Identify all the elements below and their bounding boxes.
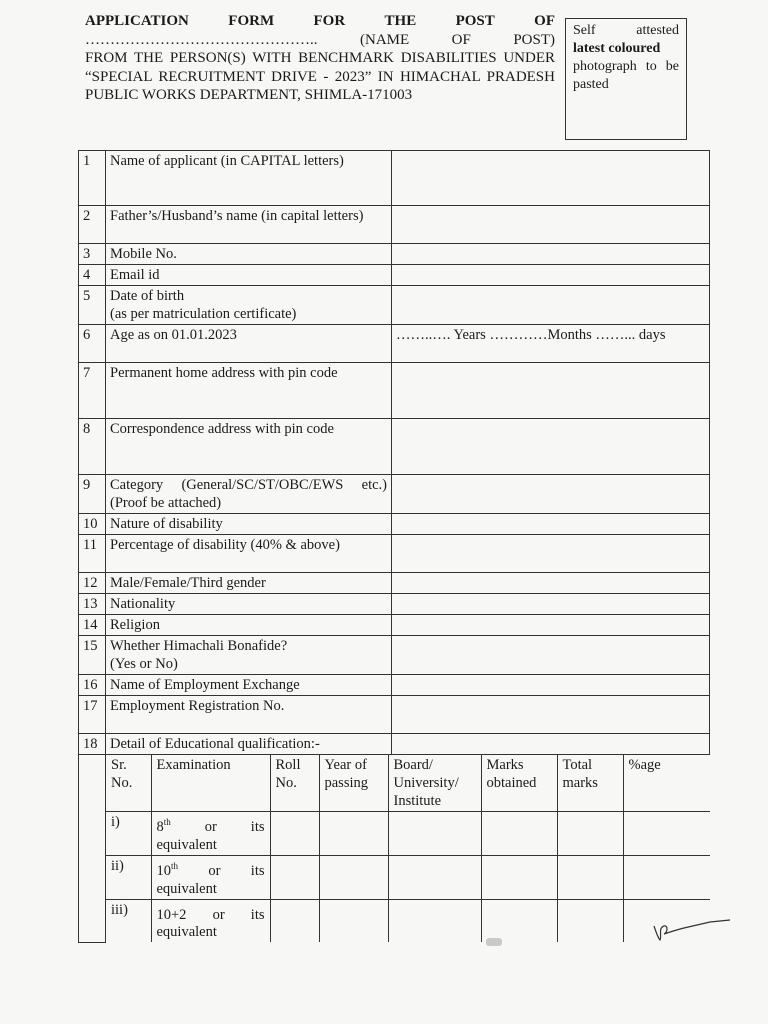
row-label: Detail of Educational qualification:- bbox=[106, 734, 392, 755]
form-subtitle: FROM THE PERSON(S) WITH BENCHMARK DISABILITIES UNDER “SPECIAL RECRUITMENT DRIVE - 2023” IN HIMACHAL PRADESH PUBLIC WORKS DEPARTMENT, SHIMLA-171003 bbox=[85, 50, 555, 103]
gender-field[interactable] bbox=[392, 573, 710, 594]
row-number: 3 bbox=[79, 244, 106, 265]
marks-obtained-field[interactable] bbox=[481, 899, 557, 942]
email-field[interactable] bbox=[392, 265, 710, 286]
nationality-field[interactable] bbox=[392, 594, 710, 615]
row-number: 11 bbox=[79, 535, 106, 573]
age-field[interactable]: ……..…. Years …………Months ……... days bbox=[392, 325, 710, 363]
exam-label: or its equivalent bbox=[156, 862, 265, 897]
row-number: 7 bbox=[79, 363, 106, 419]
year-field[interactable] bbox=[319, 855, 388, 899]
form-row bbox=[79, 615, 710, 636]
category-field[interactable] bbox=[392, 475, 710, 514]
roll-no-field[interactable] bbox=[270, 812, 319, 856]
row-label-note: (as per matriculation certificate) bbox=[110, 306, 297, 322]
education-header-row bbox=[106, 755, 710, 812]
education-row bbox=[79, 755, 710, 943]
row-number: 12 bbox=[79, 573, 106, 594]
form-row bbox=[79, 286, 710, 325]
title-word: POST bbox=[455, 13, 495, 29]
percentage-field[interactable] bbox=[623, 812, 710, 856]
row-label: Name of applicant (in CAPITAL letters) bbox=[106, 151, 392, 206]
examination-cell bbox=[151, 812, 270, 856]
year-field[interactable] bbox=[319, 812, 388, 856]
row-number: 2 bbox=[79, 206, 106, 244]
form-title bbox=[85, 12, 555, 31]
sr-cell: iii) bbox=[106, 899, 151, 942]
row-number: 4 bbox=[79, 265, 106, 286]
form-row bbox=[79, 636, 710, 675]
table-row bbox=[106, 855, 710, 899]
total-marks-field[interactable] bbox=[557, 899, 623, 942]
exam-number: 8 bbox=[156, 818, 164, 835]
form-row bbox=[79, 206, 710, 244]
row-label: Whether Himachali Bonafide? bbox=[110, 638, 288, 654]
column-header: Year of passing bbox=[319, 755, 388, 812]
row-number: 14 bbox=[79, 615, 106, 636]
form-row bbox=[79, 244, 710, 265]
scan-smudge bbox=[486, 938, 502, 946]
exam-label: or its equivalent bbox=[156, 906, 265, 941]
row-number: 8 bbox=[79, 419, 106, 475]
exam-label: or its equivalent bbox=[156, 818, 265, 853]
blank-cell bbox=[79, 755, 106, 943]
himachali-bonafide-field[interactable] bbox=[392, 636, 710, 675]
photo-box-line: Self attested bbox=[573, 23, 679, 38]
title-word: THE bbox=[384, 13, 417, 29]
form-row bbox=[79, 419, 710, 475]
blank-cell bbox=[392, 734, 710, 755]
disability-percentage-field[interactable] bbox=[392, 535, 710, 573]
board-field[interactable] bbox=[388, 812, 481, 856]
title-word: APPLICATION bbox=[85, 13, 189, 29]
marks-obtained-field[interactable] bbox=[481, 812, 557, 856]
marks-obtained-field[interactable] bbox=[481, 855, 557, 899]
examination-cell bbox=[151, 899, 270, 942]
form-row bbox=[79, 475, 710, 514]
title-word: OF bbox=[534, 13, 555, 29]
sr-cell: ii) bbox=[106, 855, 151, 899]
row-label: Nationality bbox=[106, 594, 392, 615]
board-field[interactable] bbox=[388, 855, 481, 899]
exam-number: 10+2 bbox=[156, 906, 187, 923]
row-label: Percentage of disability (40% & above) bbox=[106, 535, 392, 573]
percentage-field[interactable] bbox=[623, 855, 710, 899]
column-header: Marks obtained bbox=[481, 755, 557, 812]
form-header bbox=[85, 12, 555, 105]
row-number: 6 bbox=[79, 325, 106, 363]
correspondence-address-field[interactable] bbox=[392, 419, 710, 475]
row-number: 9 bbox=[79, 475, 106, 514]
exam-number: 10 bbox=[156, 862, 171, 879]
roll-no-field[interactable] bbox=[270, 855, 319, 899]
column-header: Examination bbox=[151, 755, 270, 812]
examination-cell bbox=[151, 855, 270, 899]
exam-superscript: th bbox=[163, 817, 171, 827]
row-number: 15 bbox=[79, 636, 106, 675]
row-number: 10 bbox=[79, 514, 106, 535]
row-label: Employment Registration No. bbox=[106, 696, 392, 734]
form-row bbox=[79, 151, 710, 206]
row-label: Category (General/SC/ST/OBC/EWS etc.) (Proof be attached) bbox=[106, 475, 392, 514]
row-number: 18 bbox=[79, 734, 106, 755]
photo-box bbox=[565, 18, 687, 140]
total-marks-field[interactable] bbox=[557, 855, 623, 899]
row-label: Religion bbox=[106, 615, 392, 636]
title-word: FOR bbox=[313, 13, 346, 29]
disability-nature-field[interactable] bbox=[392, 514, 710, 535]
form-row bbox=[79, 514, 710, 535]
form-row bbox=[79, 265, 710, 286]
row-number: 16 bbox=[79, 675, 106, 696]
row-number: 5 bbox=[79, 286, 106, 325]
row-label: Male/Female/Third gender bbox=[106, 573, 392, 594]
column-header: Total marks bbox=[557, 755, 623, 812]
photo-box-line: latest coloured bbox=[573, 41, 661, 56]
education-table bbox=[106, 755, 710, 942]
form-row bbox=[79, 363, 710, 419]
row-label: Father’s/Husband’s name (in capital letters) bbox=[106, 206, 392, 244]
exam-superscript: th bbox=[171, 860, 179, 871]
row-number: 13 bbox=[79, 594, 106, 615]
column-header: Board/ University/ Institute bbox=[388, 755, 481, 812]
name-field[interactable] bbox=[392, 151, 710, 206]
title-word: FORM bbox=[228, 13, 275, 29]
table-row bbox=[106, 812, 710, 856]
year-field[interactable] bbox=[319, 899, 388, 942]
signature-mark bbox=[650, 918, 740, 948]
row-label: Email id bbox=[106, 265, 392, 286]
column-header: Roll No. bbox=[270, 755, 319, 812]
employment-exchange-field[interactable] bbox=[392, 675, 710, 696]
row-number: 17 bbox=[79, 696, 106, 734]
mobile-field[interactable] bbox=[392, 244, 710, 265]
dob-field[interactable] bbox=[392, 286, 710, 325]
education-table-cell bbox=[106, 755, 710, 943]
row-label: Permanent home address with pin code bbox=[106, 363, 392, 419]
permanent-address-field[interactable] bbox=[392, 363, 710, 419]
row-label: Date of birth bbox=[110, 288, 185, 304]
father-husband-name-field[interactable] bbox=[392, 206, 710, 244]
form-row bbox=[79, 696, 710, 734]
photo-box-line: photograph to be pasted bbox=[573, 59, 679, 92]
total-marks-field[interactable] bbox=[557, 812, 623, 856]
form-row bbox=[79, 573, 710, 594]
form-row bbox=[79, 675, 710, 696]
column-header: %age bbox=[623, 755, 710, 812]
column-header: Sr. No. bbox=[106, 755, 151, 812]
row-label: Nature of disability bbox=[106, 514, 392, 535]
form-row bbox=[79, 734, 710, 755]
row-label: Name of Employment Exchange bbox=[106, 675, 392, 696]
board-field[interactable] bbox=[388, 899, 481, 942]
row-label-cell bbox=[106, 636, 392, 675]
post-name-line: ……………………………………….. (NAME OF POST) bbox=[85, 31, 555, 48]
row-label: Mobile No. bbox=[106, 244, 392, 265]
form-row bbox=[79, 325, 710, 363]
employment-registration-field[interactable] bbox=[392, 696, 710, 734]
religion-field[interactable] bbox=[392, 615, 710, 636]
roll-no-field[interactable] bbox=[270, 899, 319, 942]
application-form-table bbox=[78, 150, 710, 943]
sr-cell: i) bbox=[106, 812, 151, 856]
table-row bbox=[106, 899, 710, 942]
row-label: Age as on 01.01.2023 bbox=[106, 325, 392, 363]
row-number: 1 bbox=[79, 151, 106, 206]
row-label: Correspondence address with pin code bbox=[106, 419, 392, 475]
form-row bbox=[79, 594, 710, 615]
row-label-note: (Yes or No) bbox=[110, 656, 178, 672]
row-label-cell bbox=[106, 286, 392, 325]
form-row bbox=[79, 535, 710, 573]
